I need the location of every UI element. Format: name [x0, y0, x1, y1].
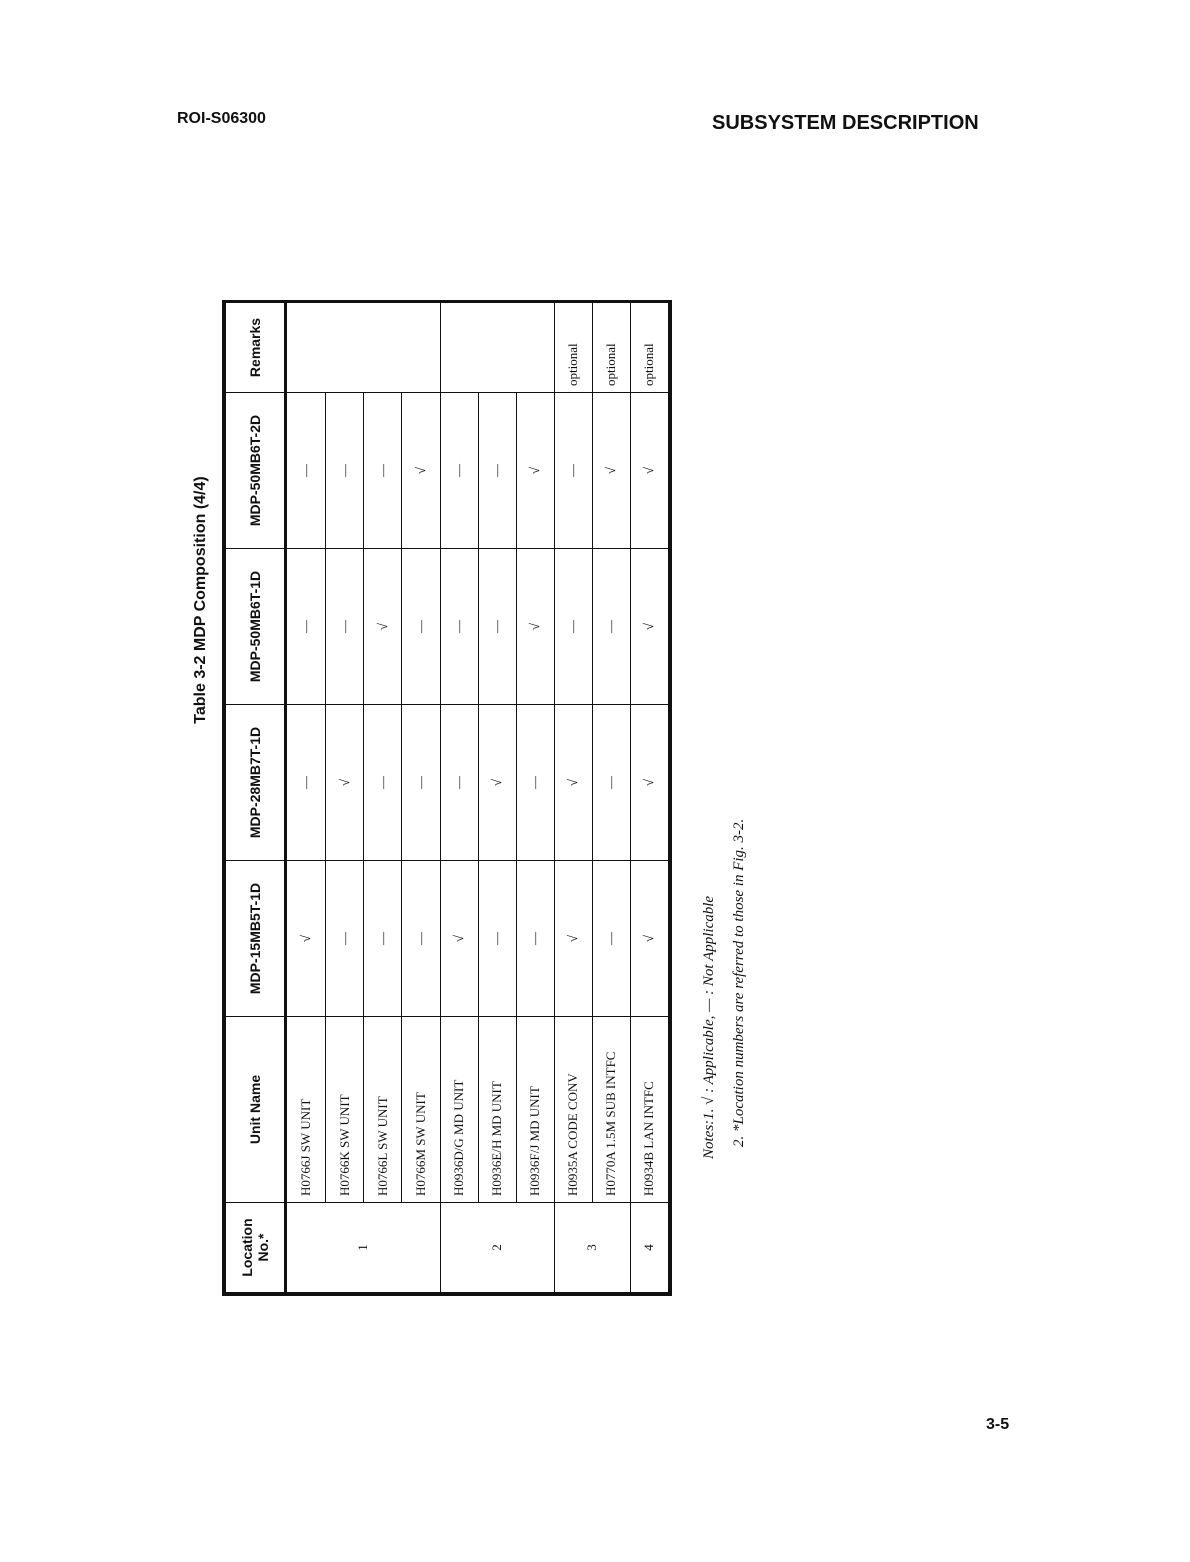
table-row [326, 303, 364, 1293]
unit-name-cell: H0770A 1.5M SUB INTFC [592, 1017, 630, 1203]
mark-cell: — [402, 705, 440, 861]
mark-cell: — [402, 861, 440, 1017]
table-row [516, 303, 554, 1293]
location-cell: 2 [440, 1203, 554, 1293]
mark-cell: — [516, 861, 554, 1017]
mark-cell: √ [286, 861, 326, 1017]
mark-cell: — [402, 549, 440, 705]
location-cell: 4 [630, 1203, 668, 1293]
mark-cell: — [554, 549, 592, 705]
unit-name-cell: H0936F/J MD UNIT [516, 1017, 554, 1203]
mark-cell: √ [630, 705, 668, 861]
col-header-mdp-28mb7t-1d: MDP-28MB7T-1D [226, 705, 286, 861]
table-title: Table 3-2 MDP Composition (4/4) [192, 476, 209, 724]
page-number: 3-5 [986, 1416, 1010, 1433]
mark-cell: √ [516, 393, 554, 549]
mark-cell: — [554, 393, 592, 549]
unit-name-cell: H0766J SW UNIT [286, 1017, 326, 1203]
mark-cell: — [440, 393, 478, 549]
mark-cell: — [364, 393, 402, 549]
table-row [592, 303, 630, 1293]
mark-cell: √ [630, 861, 668, 1017]
mark-cell: — [364, 705, 402, 861]
mark-cell: — [286, 705, 326, 861]
table-row [286, 303, 326, 1293]
unit-name-cell: H0766K SW UNIT [326, 1017, 364, 1203]
mark-cell: √ [402, 393, 440, 549]
table-notes [694, 559, 754, 1159]
table-row [478, 303, 516, 1293]
table-row [554, 303, 592, 1293]
mark-cell: — [326, 549, 364, 705]
mark-cell: — [592, 549, 630, 705]
unit-name-cell: H0936E/H MD UNIT [478, 1017, 516, 1203]
mark-cell: √ [630, 393, 668, 549]
col-header-mdp-50mb6t-1d: MDP-50MB6T-1D [226, 549, 286, 705]
note-line-1: Notes:1. √ : Applicable, — : Not Applicable [701, 895, 717, 1159]
col-header-location: Location No.* [226, 1203, 286, 1293]
mdp-composition-table [225, 302, 669, 1293]
mark-cell: √ [592, 393, 630, 549]
remarks-cell [286, 303, 441, 393]
col-header-remarks: Remarks [226, 303, 286, 393]
mark-cell: — [286, 393, 326, 549]
mark-cell: √ [364, 549, 402, 705]
table-row [364, 303, 402, 1293]
location-cell: 1 [286, 1203, 441, 1293]
unit-name-cell: H0766M SW UNIT [402, 1017, 440, 1203]
note-line-2: 2. *Location numbers are referred to those in Fig. 3-2. [731, 818, 747, 1147]
table-header-row [226, 303, 286, 1293]
unit-name-cell: H0935A CODE CONV [554, 1017, 592, 1203]
unit-name-cell: H0934B LAN INTFC [630, 1017, 668, 1203]
mark-cell: — [516, 705, 554, 861]
table-row [402, 303, 440, 1293]
mark-cell: √ [516, 549, 554, 705]
section-title: SUBSYSTEM DESCRIPTION [712, 112, 979, 134]
mark-cell: — [592, 861, 630, 1017]
mark-cell: √ [478, 705, 516, 861]
unit-name-cell: H0936D/G MD UNIT [440, 1017, 478, 1203]
col-header-mdp-50mb6t-2d: MDP-50MB6T-2D [226, 393, 286, 549]
location-cell: 3 [554, 1203, 630, 1293]
unit-name-cell: H0766L SW UNIT [364, 1017, 402, 1203]
remarks-cell [440, 303, 554, 393]
mark-cell: √ [630, 549, 668, 705]
remarks-cell: optional [592, 303, 630, 393]
mark-cell: √ [440, 861, 478, 1017]
remarks-cell: optional [630, 303, 668, 393]
mark-cell: — [364, 861, 402, 1017]
col-header-unit-name: Unit Name [226, 1017, 286, 1203]
table-row [440, 303, 478, 1293]
mark-cell: — [478, 393, 516, 549]
mark-cell: √ [554, 861, 592, 1017]
col-header-mdp-15mb5t-1d: MDP-15MB5T-1D [226, 861, 286, 1017]
mark-cell: √ [326, 705, 364, 861]
mark-cell: — [478, 549, 516, 705]
mark-cell: — [592, 705, 630, 861]
table-row [630, 303, 668, 1293]
remarks-cell: optional [554, 303, 592, 393]
mark-cell: — [326, 861, 364, 1017]
mark-cell: √ [554, 705, 592, 861]
mark-cell: — [326, 393, 364, 549]
mark-cell: — [440, 705, 478, 861]
mark-cell: — [478, 861, 516, 1017]
mark-cell: — [440, 549, 478, 705]
mark-cell: — [286, 549, 326, 705]
document-id: ROI-S06300 [177, 110, 266, 127]
table-frame [222, 300, 672, 1296]
